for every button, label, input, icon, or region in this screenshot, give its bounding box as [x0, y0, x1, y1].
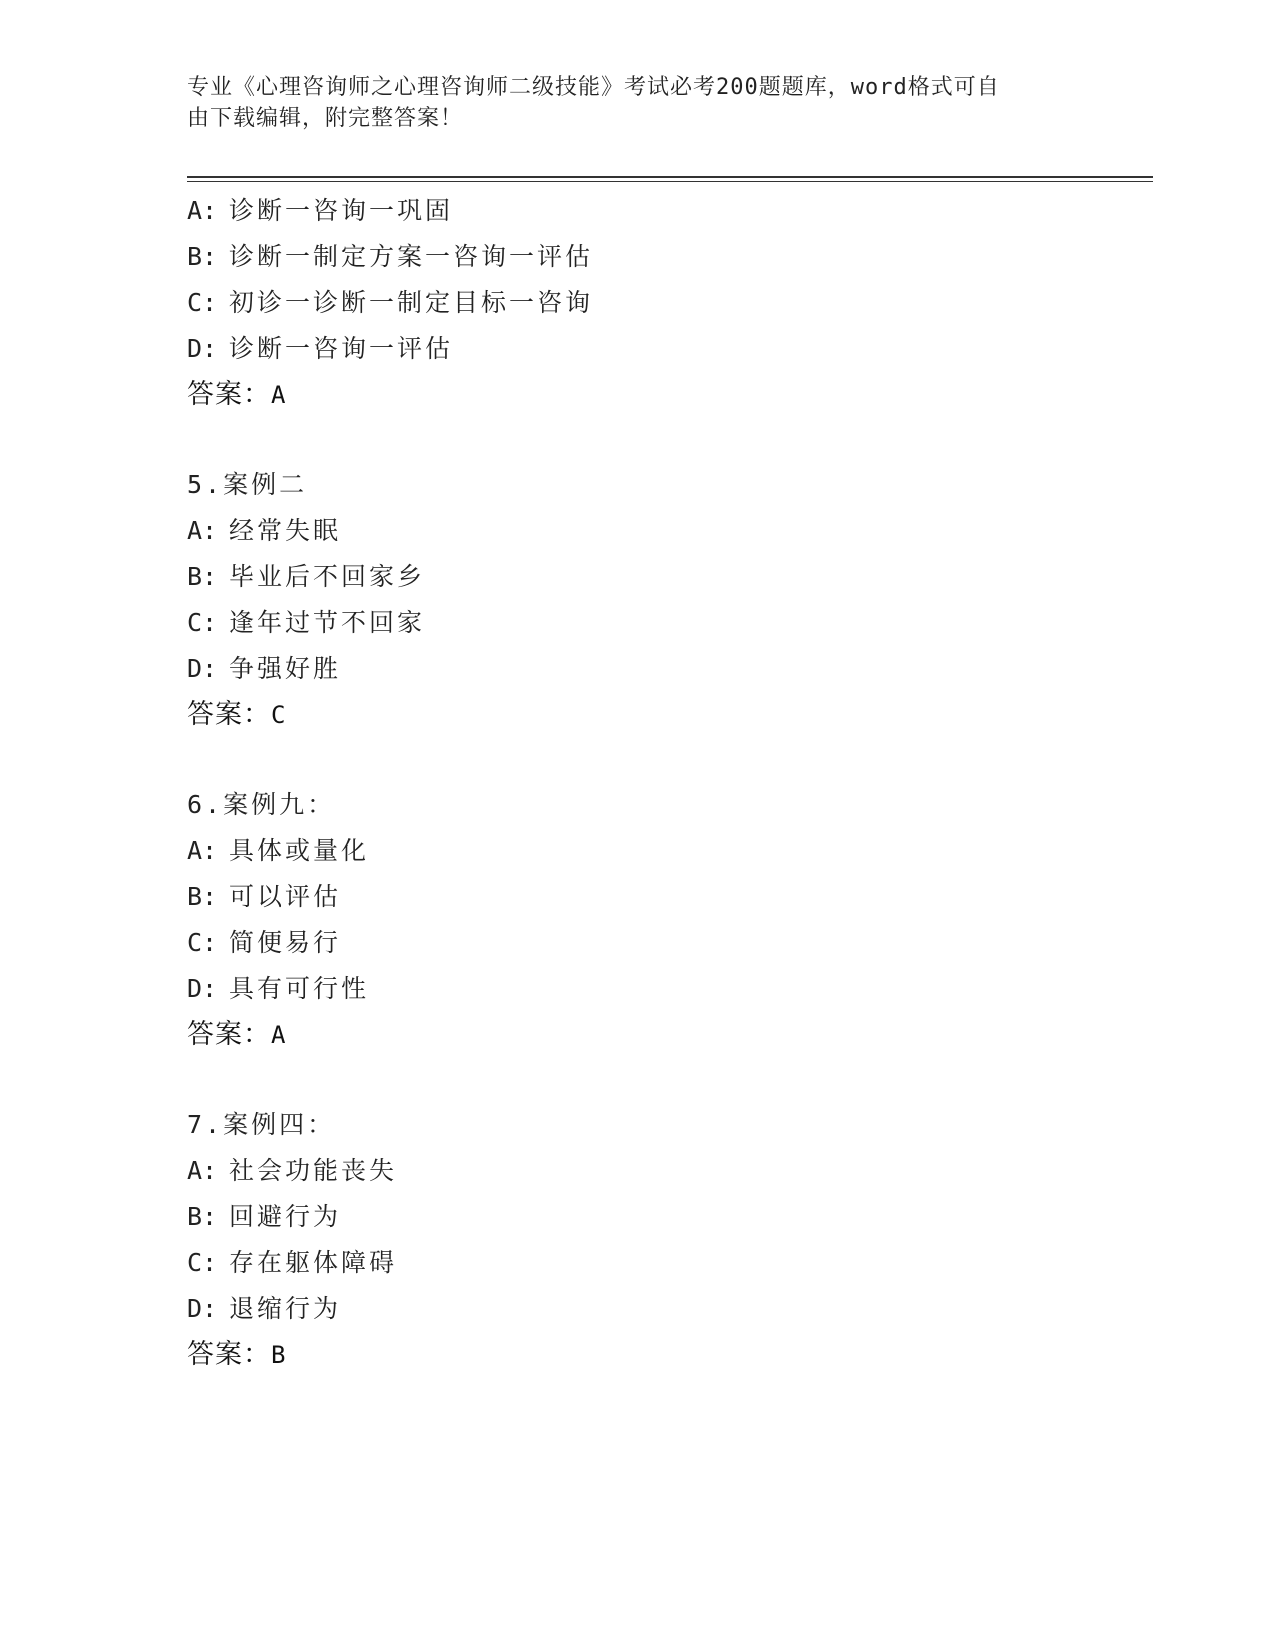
question-block [187, 1102, 1147, 1378]
option-letter: D: [187, 1294, 218, 1323]
answer-line [187, 372, 1147, 418]
option-b [187, 234, 1147, 280]
option-letter: B: [187, 1202, 218, 1231]
answer-value: A [271, 381, 287, 409]
option-b [187, 554, 1147, 600]
option-c [187, 1240, 1147, 1286]
option-text: 诊断一制定方案一咨询一评估 [229, 242, 594, 271]
header-line-1: 专业《心理咨询师之心理咨询师二级技能》考试必考200题题库，word格式可自 [187, 75, 1000, 100]
option-b [187, 874, 1147, 920]
option-text: 具体或量化 [229, 836, 370, 865]
question-block [187, 462, 1147, 738]
option-letter: D: [187, 654, 218, 683]
option-letter: B: [187, 562, 218, 591]
option-text: 毕业后不回家乡 [229, 562, 426, 591]
option-letter: A: [187, 836, 218, 865]
answer-line [187, 1332, 1147, 1378]
option-letter: A: [187, 516, 218, 545]
question-block [187, 782, 1147, 1058]
option-c [187, 920, 1147, 966]
option-a [187, 1148, 1147, 1194]
option-a [187, 508, 1147, 554]
option-text: 诊断一咨询一巩固 [229, 196, 454, 225]
answer-value: B [271, 1341, 287, 1369]
option-letter: A: [187, 1156, 218, 1185]
option-a [187, 828, 1147, 874]
option-letter: D: [187, 334, 218, 363]
option-letter: A: [187, 196, 218, 225]
question-title: 5.案例二 [187, 470, 308, 499]
option-text: 退缩行为 [229, 1294, 342, 1323]
answer-line [187, 1012, 1147, 1058]
option-text: 诊断一咨询一评估 [229, 334, 454, 363]
option-text: 逢年过节不回家 [229, 608, 426, 637]
option-text: 可以评估 [229, 882, 342, 911]
answer-line [187, 692, 1147, 738]
option-letter: C: [187, 608, 218, 637]
option-text: 社会功能丧失 [229, 1156, 398, 1185]
question-title: 6.案例九： [187, 790, 336, 819]
question-block [187, 188, 1147, 418]
answer-value: A [271, 1021, 287, 1049]
option-b [187, 1194, 1147, 1240]
option-letter: B: [187, 242, 218, 271]
option-text: 回避行为 [229, 1202, 342, 1231]
answer-label: 答案： [187, 1019, 271, 1050]
answer-label: 答案： [187, 379, 271, 410]
option-letter: C: [187, 288, 218, 317]
option-d [187, 326, 1147, 372]
option-c [187, 600, 1147, 646]
header-divider-thick [187, 176, 1153, 178]
option-text: 存在躯体障碍 [229, 1248, 398, 1277]
option-c [187, 280, 1147, 326]
header-divider-thin [187, 181, 1153, 182]
option-d [187, 966, 1147, 1012]
option-d [187, 1286, 1147, 1332]
option-d [187, 646, 1147, 692]
question-title: 7.案例四： [187, 1110, 336, 1139]
document-header [187, 72, 1077, 134]
option-text: 争强好胜 [229, 654, 342, 683]
option-text: 初诊一诊断一制定目标一咨询 [229, 288, 594, 317]
option-text: 简便易行 [229, 928, 342, 957]
option-letter: B: [187, 882, 218, 911]
answer-label: 答案： [187, 1339, 271, 1370]
header-line-2: 由下载编辑，附完整答案！ [187, 106, 464, 131]
question-list [187, 188, 1147, 1422]
answer-value: C [271, 701, 287, 729]
option-letter: C: [187, 1248, 218, 1277]
answer-label: 答案： [187, 699, 271, 730]
option-text: 经常失眠 [229, 516, 342, 545]
option-text: 具有可行性 [229, 974, 370, 1003]
option-a [187, 188, 1147, 234]
option-letter: D: [187, 974, 218, 1003]
option-letter: C: [187, 928, 218, 957]
